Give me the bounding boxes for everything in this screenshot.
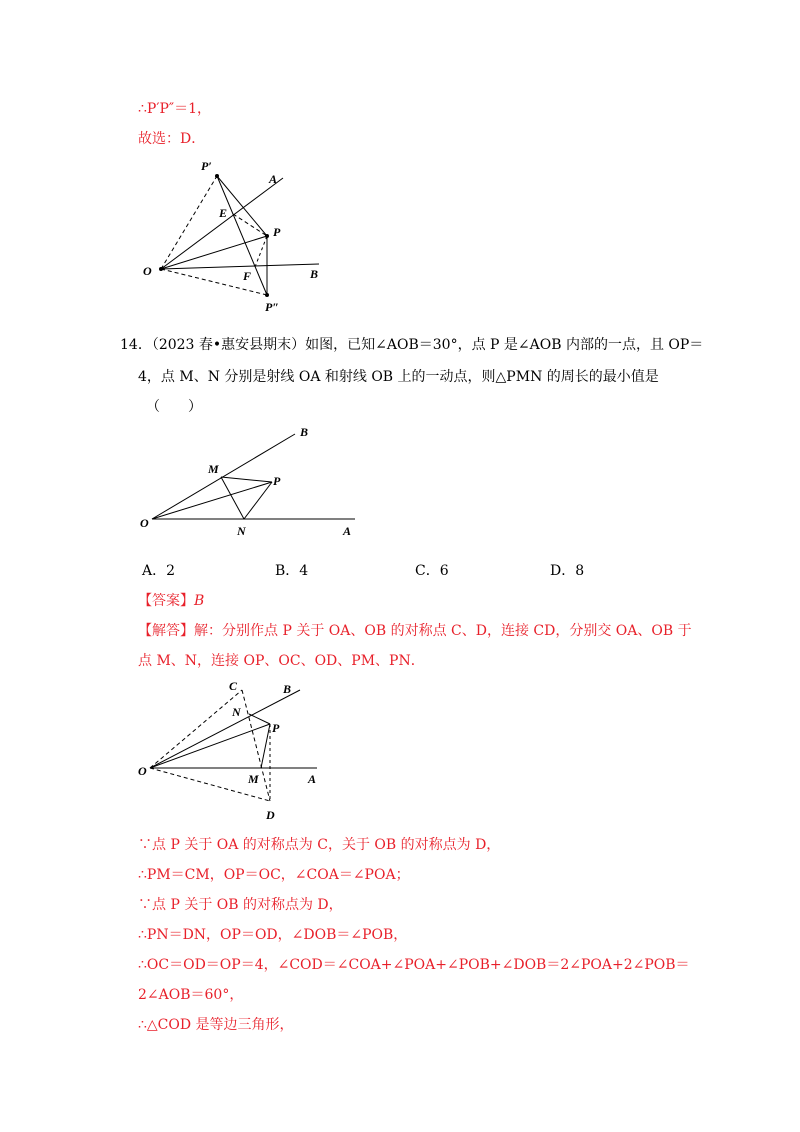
answer-tag: 【答案】 bbox=[138, 593, 194, 609]
label-p-double-prime: P″ bbox=[265, 300, 279, 314]
label-m: M bbox=[248, 772, 259, 786]
question-line: 4，点 M、N 分别是射线 OA 和射线 OB 上的一动点，则△PMN 的周长的最小值是 bbox=[138, 369, 659, 385]
label-p: P bbox=[272, 721, 280, 735]
label-b: B bbox=[300, 425, 309, 439]
option-d: D．8 bbox=[550, 563, 585, 579]
solution-text: 解：分别作点 P 关于 OA、OB 的对称点 C、D，连接 CD，分别交 OA、OB 于 bbox=[194, 623, 692, 639]
step-line: ∴PM＝CM，OP＝OC，∠COA＝∠POA； bbox=[138, 867, 410, 883]
step-line: ∴OC＝OD＝OP＝4，∠COD＝∠COA+∠POA+∠POB+∠DOB＝2∠POA+2∠POB＝ bbox=[138, 957, 690, 973]
step-line: ∴PN＝DN，OP＝OD，∠DOB＝∠POB， bbox=[138, 927, 408, 943]
label-f: F bbox=[243, 269, 252, 283]
option-b: B．4 bbox=[275, 563, 309, 579]
label-p: P bbox=[273, 474, 281, 488]
option-c: C．6 bbox=[415, 563, 449, 579]
label-m: M bbox=[208, 462, 219, 476]
label-e: E bbox=[219, 206, 228, 220]
solution-tag: 【解答】 bbox=[138, 623, 194, 639]
label-b: B bbox=[310, 267, 319, 281]
step-line: ∵点 P 关于 OA 的对称点为 C，关于 OB 的对称点为 D， bbox=[138, 837, 501, 853]
answer-line bbox=[138, 592, 204, 610]
label-n: N bbox=[232, 705, 241, 719]
label-d: D bbox=[266, 808, 275, 822]
text-line: 故选：D． bbox=[138, 131, 206, 147]
step-line: ∴△COD 是等边三角形， bbox=[138, 1017, 294, 1033]
label-a: A bbox=[308, 772, 317, 786]
option-a: A．2 bbox=[142, 563, 176, 579]
label-a: A bbox=[269, 172, 278, 186]
geometry-figure-2 bbox=[130, 420, 370, 540]
step-line: 2∠AOB＝60°， bbox=[138, 987, 244, 1003]
geometry-figure-1 bbox=[135, 152, 335, 314]
label-a: A bbox=[343, 524, 352, 538]
label-p: P bbox=[273, 225, 281, 239]
solution-line bbox=[138, 622, 692, 640]
label-o: O bbox=[143, 264, 152, 278]
label-o: O bbox=[140, 516, 149, 530]
answer-value: B bbox=[194, 593, 205, 609]
label-c: C bbox=[229, 679, 238, 693]
label-n: N bbox=[237, 524, 246, 538]
label-b: B bbox=[283, 682, 292, 696]
solution-line: 点 M、N，连接 OP、OC、OD、PM、PN． bbox=[138, 653, 425, 669]
question-line: 14．（2023 春•惠安县期末）如图，已知∠AOB＝30°，点 P 是∠AOB 内部的一点，且 OP＝ bbox=[120, 337, 704, 353]
text-line: ∴P′P″＝1， bbox=[138, 101, 212, 117]
question-line: （ ） bbox=[146, 399, 202, 415]
label-o: O bbox=[138, 764, 147, 778]
label-p-prime: P′ bbox=[201, 159, 212, 173]
step-line: ∵点 P 关于 OB 的对称点为 D， bbox=[138, 897, 343, 913]
geometry-figure-3 bbox=[132, 676, 332, 824]
